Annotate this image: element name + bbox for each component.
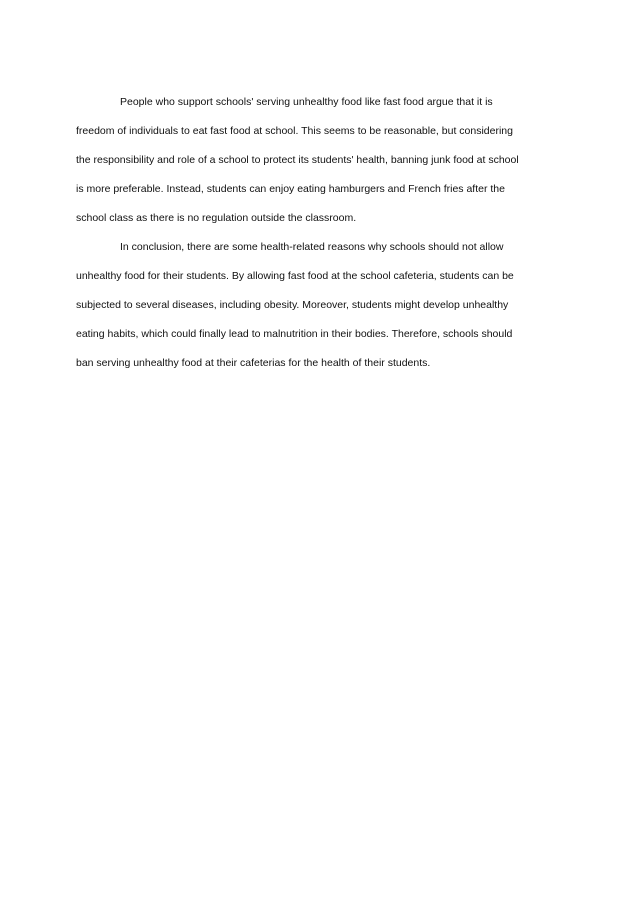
paragraph-line: school class as there is no regulation outside the classroom. [76, 212, 357, 224]
paragraph-line: is more preferable. Instead, students can enjoy eating hamburgers and French fries after the [76, 183, 505, 195]
paragraph-line: In conclusion, there are some health-related reasons why schools should not allow [120, 241, 504, 253]
paragraph-line: People who support schools' serving unhealthy food like fast food argue that it is [120, 96, 493, 108]
paragraph-line: the responsibility and role of a school to protect its students' health, banning junk food at school [76, 154, 519, 166]
document-body [76, 94, 560, 384]
paragraph-line: eating habits, which could finally lead to malnutrition in their bodies. Therefore, schools should [76, 328, 513, 340]
paragraph-1 [76, 94, 560, 239]
paragraph-line: subjected to several diseases, including obesity. Moreover, students might develop unhealthy [76, 299, 509, 311]
paragraph-line: ban serving unhealthy food at their cafeterias for the health of their students. [76, 357, 431, 369]
paragraph-2 [76, 239, 560, 384]
paragraph-line: freedom of individuals to eat fast food at school. This seems to be reasonable, but considering [76, 125, 513, 137]
paragraph-line: unhealthy food for their students. By allowing fast food at the school cafeteria, students can be [76, 270, 514, 282]
